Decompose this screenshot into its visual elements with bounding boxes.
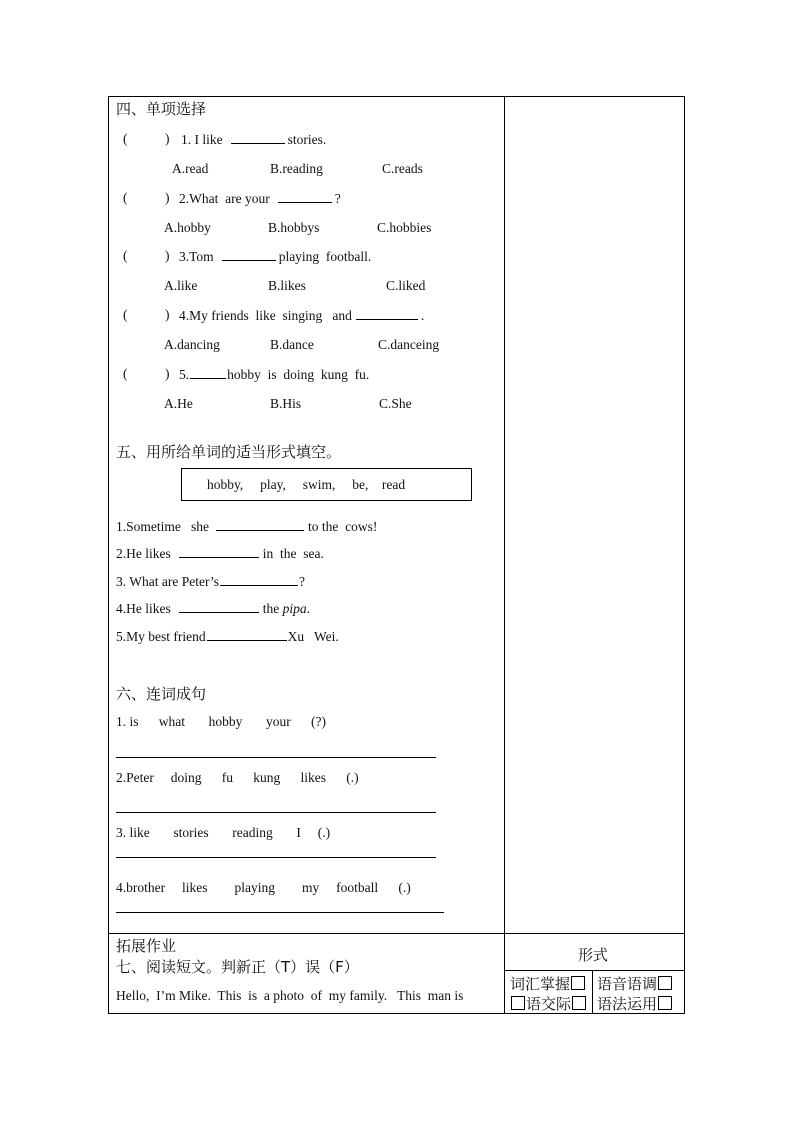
q4-option-b[interactable]: B.dance xyxy=(270,337,314,352)
extension-homework-heading: 拓展作业 xyxy=(116,937,177,955)
form-col-divider xyxy=(592,970,593,1014)
q3-blank[interactable] xyxy=(222,248,276,261)
section4-title: 四、单项选择 xyxy=(116,100,207,118)
check-vocabulary: 词汇掌握 xyxy=(510,973,586,994)
q1-stem: 1. I like stories. xyxy=(181,132,327,147)
q1-paren-close: ) xyxy=(165,131,170,146)
table-row-divider xyxy=(108,933,685,934)
fill-item-4: 4.He likes the pipa. xyxy=(116,601,311,616)
answer-line-2[interactable] xyxy=(116,812,436,813)
q4-paren-open: ( xyxy=(123,307,128,322)
fill-item-2: 2.He likes in the sea. xyxy=(116,546,324,561)
checkbox-vocabulary[interactable] xyxy=(571,976,585,990)
checkbox-grammar[interactable] xyxy=(658,996,672,1010)
table-border-left xyxy=(108,96,109,1014)
q5-option-a[interactable]: A.He xyxy=(164,396,193,411)
q5-paren-open: ( xyxy=(123,366,128,381)
table-border-top xyxy=(108,96,685,97)
word-box-text: hobby, play, swim, be, read xyxy=(207,477,406,492)
q5-blank[interactable] xyxy=(190,366,226,379)
q3-option-c[interactable]: C.liked xyxy=(386,278,426,293)
q2-option-b[interactable]: B.hobbys xyxy=(268,220,320,235)
answer-line-4[interactable] xyxy=(116,912,444,913)
checkbox-communication-2[interactable] xyxy=(572,996,586,1010)
q1-option-b[interactable]: B.reading xyxy=(270,161,323,176)
fill-blank-4[interactable] xyxy=(179,600,259,613)
fill-item-1: 1.Sometime she to the cows! xyxy=(116,519,378,534)
q4-stem: 4.My friends like singing and . xyxy=(179,308,425,323)
q2-paren-open: ( xyxy=(123,190,128,205)
q1-paren-open: ( xyxy=(123,131,128,146)
q5-option-b[interactable]: B.His xyxy=(270,396,302,411)
q5-option-c[interactable]: C.She xyxy=(379,396,412,411)
fill-blank-2[interactable] xyxy=(179,545,259,558)
q5-stem: 5. hobby is doing kung fu. xyxy=(179,367,370,382)
q5-paren-close: ) xyxy=(165,366,170,381)
q2-option-a[interactable]: A.hobby xyxy=(164,220,211,235)
q1-option-c[interactable]: C.reads xyxy=(382,161,423,176)
q2-blank[interactable] xyxy=(278,190,332,203)
reading-passage: Hello, I’m Mike. This is a photo of my family. This man is xyxy=(116,988,464,1003)
q1-blank[interactable] xyxy=(231,131,285,144)
q2-stem: 2.What are your ? xyxy=(179,191,341,206)
q4-paren-close: ) xyxy=(165,307,170,322)
table-border-right xyxy=(684,96,685,1014)
word-box xyxy=(181,468,472,501)
q3-paren-close: ) xyxy=(165,248,170,263)
check-communication: 语交际 xyxy=(510,993,587,1014)
q3-stem: 3.Tom playing football. xyxy=(179,249,372,264)
form-row-divider xyxy=(504,970,685,971)
fill-item-3: 3. What are Peter’s ? xyxy=(116,574,305,589)
q2-paren-close: ) xyxy=(165,190,170,205)
check-grammar: 语法运用 xyxy=(597,993,673,1014)
section6-title: 六、连词成句 xyxy=(116,685,207,703)
scramble-item-3: 3. like stories reading I (.) xyxy=(116,825,331,840)
q4-option-a[interactable]: A.dancing xyxy=(164,337,220,352)
q3-option-b[interactable]: B.likes xyxy=(268,278,306,293)
q4-blank[interactable] xyxy=(356,307,418,320)
fill-blank-1[interactable] xyxy=(216,518,304,531)
scramble-item-2: 2.Peter doing fu kung likes (.) xyxy=(116,770,359,785)
scramble-item-4: 4.brother likes playing my football (.) xyxy=(116,880,411,895)
q3-option-a[interactable]: A.like xyxy=(164,278,198,293)
fill-item-5: 5.My best friend Xu Wei. xyxy=(116,629,339,644)
fill-blank-3[interactable] xyxy=(220,573,298,586)
fill-blank-5[interactable] xyxy=(207,628,287,641)
q3-paren-open: ( xyxy=(123,248,128,263)
scramble-item-1: 1. is what hobby your (?) xyxy=(116,714,326,729)
section7-title: 七、阅读短文。判新正（T）误（F） xyxy=(116,958,359,976)
q2-option-c[interactable]: C.hobbies xyxy=(377,220,432,235)
answer-line-1[interactable] xyxy=(116,757,436,758)
answer-line-3[interactable] xyxy=(116,857,436,858)
section5-title: 五、用所给单词的适当形式填空。 xyxy=(116,443,342,461)
checkbox-pronunciation[interactable] xyxy=(658,976,672,990)
q4-option-c[interactable]: C.danceing xyxy=(378,337,440,352)
check-pronunciation: 语音语调 xyxy=(597,973,673,994)
table-column-divider xyxy=(504,96,505,1014)
q1-option-a[interactable]: A.read xyxy=(172,161,209,176)
checkbox-communication[interactable] xyxy=(511,996,525,1010)
form-label: 形式 xyxy=(578,946,609,964)
